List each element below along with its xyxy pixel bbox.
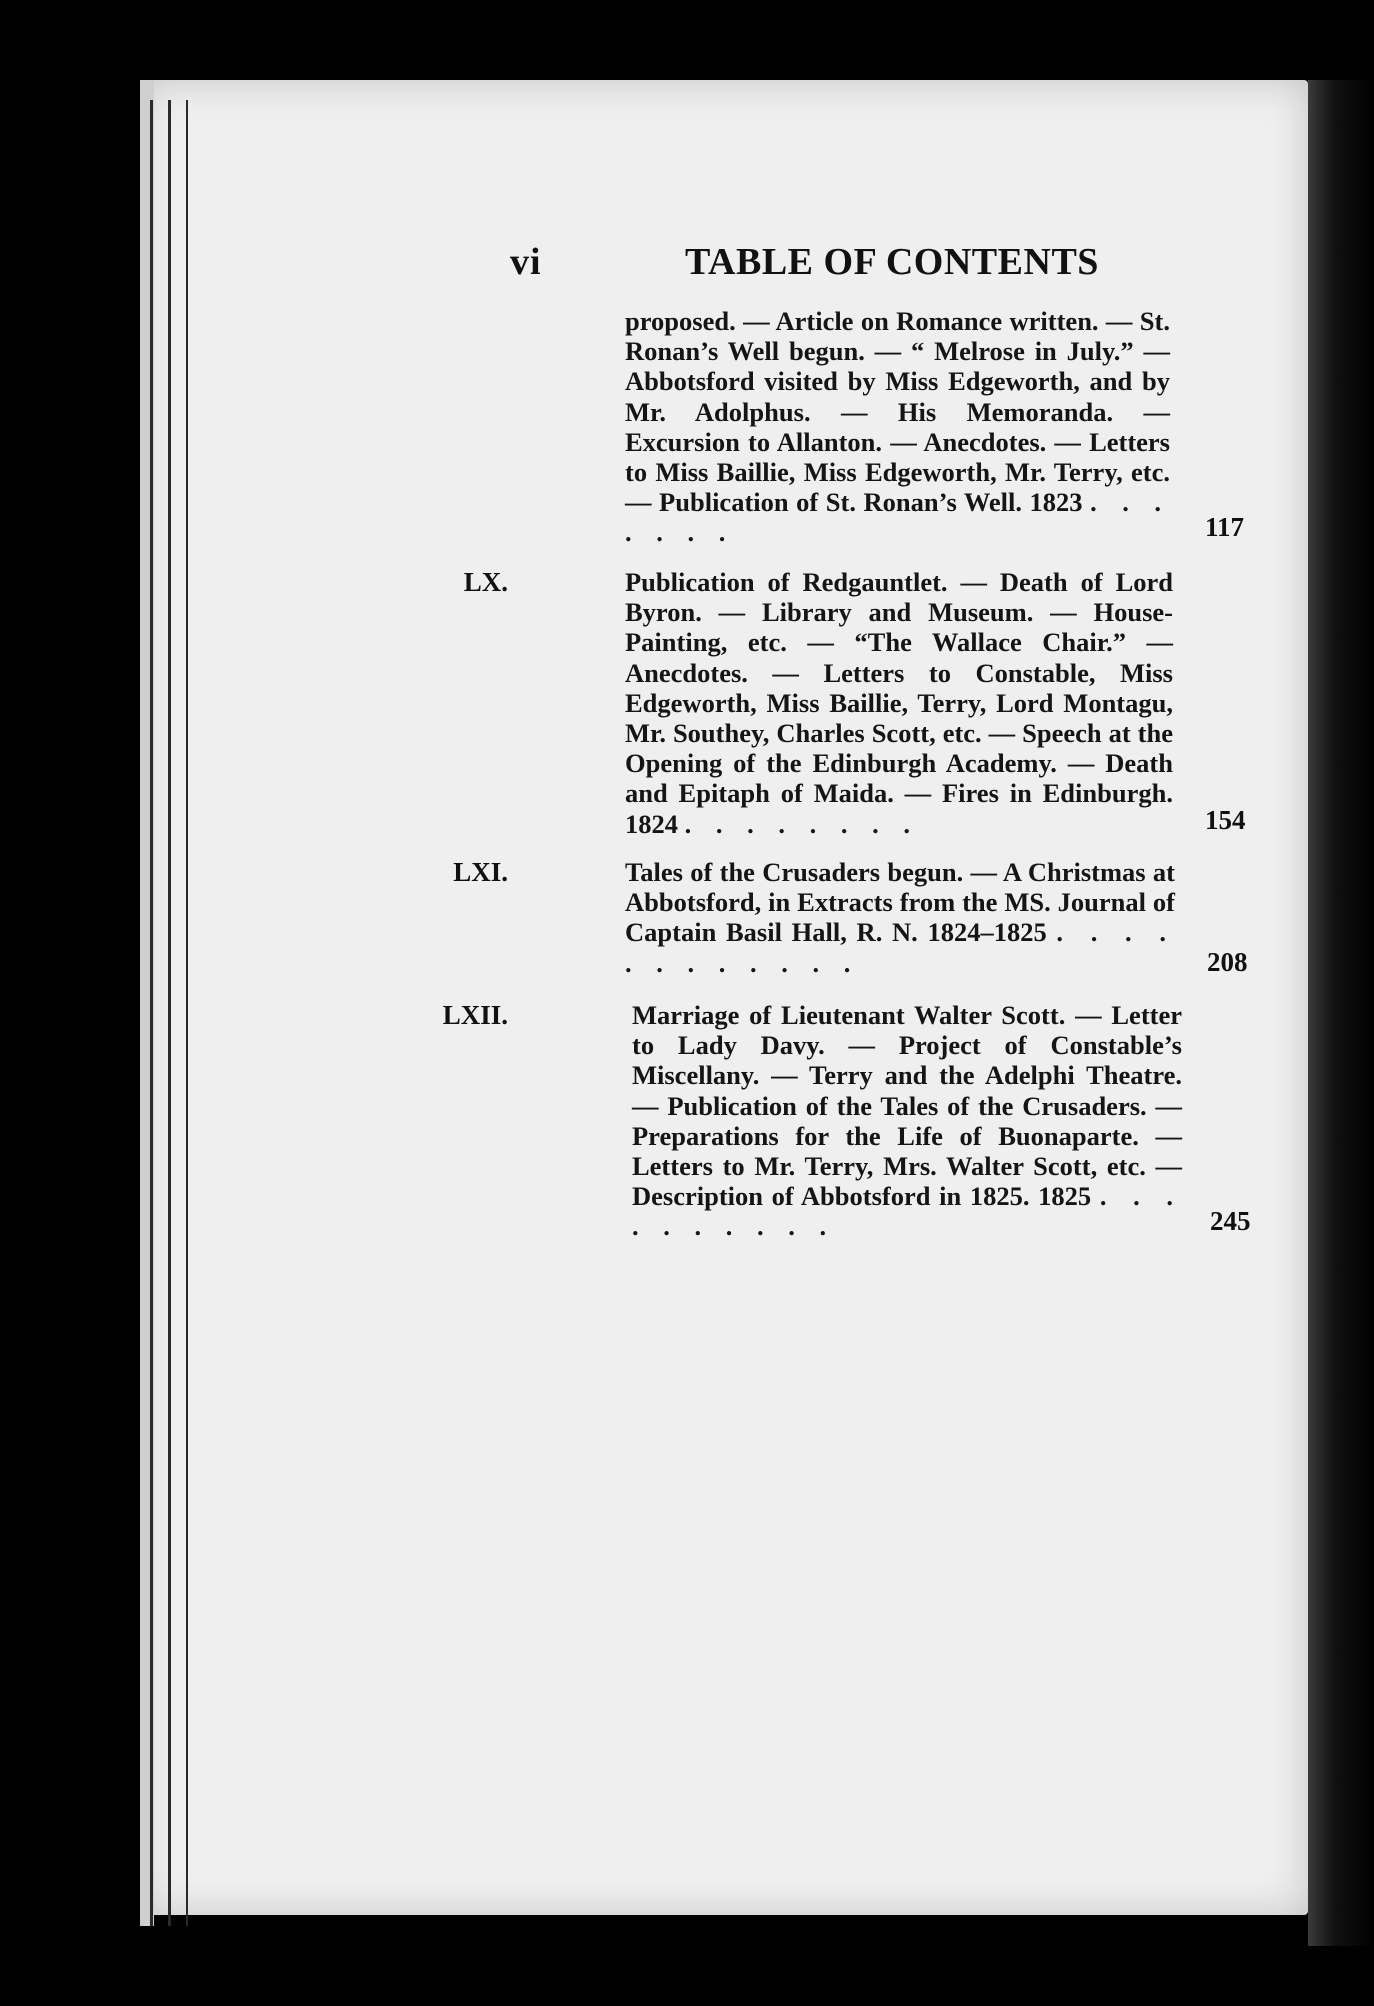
chapter-number: LXII.	[442, 1000, 508, 1030]
binding-shadow	[1308, 80, 1374, 1946]
chapter-number: LXI.	[453, 857, 508, 887]
toc-entry-text: proposed. — Article on Romance written. — St. Ronan’s Well begun. — “ Melrose in July.” — Abbotsford visited by Miss Edgeworth, and by Mr. Adolphus. — His Memoranda. — Excursion to Allanton. — Anecdotes. — Letters to Miss Baillie, Miss Edgeworth, Mr. Terry, etc.— Publication of St. Ronan’s Well. 1823 . . . . . . .	[625, 306, 1171, 548]
toc-page-ref: 245	[1210, 1206, 1251, 1236]
page-header	[510, 240, 1150, 290]
page-number: vi	[510, 241, 542, 283]
page-edge-line	[186, 100, 188, 1926]
chapter-number: LX.	[463, 567, 508, 597]
toc-entry-text: Marriage of Lieutenant Walter Scott. — Letter to Lady Davy. — Project of Constable’s Miscellany. — Terry and the Adelphi Theatre. — Publication of the Tales of the Crusaders. — Preparations for the Life of Buonaparte. — Letters to Mr. Terry, Mrs. Walter Scott, etc. — Description of Abbotsford in 1825. 1825 . . . . . . . . . .	[632, 1000, 1182, 1242]
page-edge-line	[168, 100, 171, 1926]
toc-entry-text: Tales of the Crusaders begun. — A Christmas at Abbotsford, in Extracts from the MS. Journal of Captain Basil Hall, R. N. 1824–1825 . . . . . . . . . . . .	[625, 857, 1176, 978]
page-edge-line	[150, 100, 153, 1926]
toc-page-ref: 117	[1205, 512, 1245, 542]
toc-page-ref: 208	[1207, 947, 1248, 977]
toc-entry-text: Publication of Redgauntlet. — Death of Lord Byron. — Library and Museum. — House-Painting, etc. — “The Wallace Chair.” — Anecdotes. — Letters to Constable, Miss Edgeworth, Miss Baillie, Terry, Lord Montagu, Mr. Southey, Charles Scott, etc. — Speech at the Opening of the Edinburgh Academy. — Death and Epitaph of Maida. — Fires in Edinburgh. 1824 . . . . . . . .	[625, 567, 1173, 839]
toc-page-ref: 154	[1205, 805, 1246, 835]
page-title: TABLE OF CONTENTS	[685, 241, 1099, 283]
